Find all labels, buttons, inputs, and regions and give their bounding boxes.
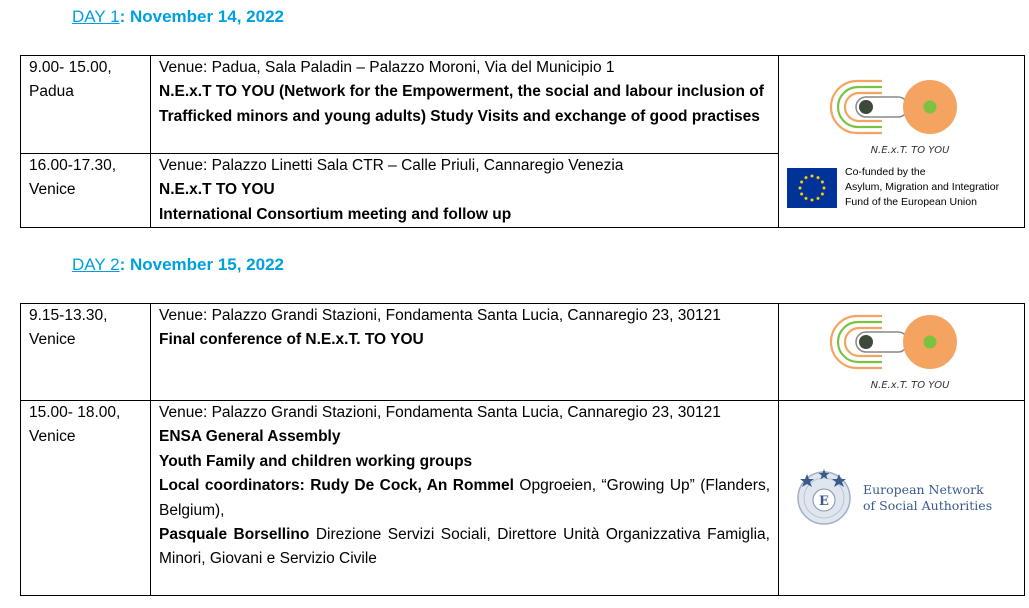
time-cell	[21, 154, 151, 228]
table-row	[21, 304, 1025, 401]
time-text: 9.00- 15.00,	[29, 59, 112, 76]
table-row	[21, 56, 1025, 154]
dark-dot-icon	[859, 335, 873, 349]
coordinators-label: Local coordinators: Rudy De Cock, An Rommel	[159, 477, 514, 495]
coordinators-org: Opgroeien, “Growing Up” (Flanders, Belgium),	[159, 477, 770, 519]
logo-cell	[779, 304, 1025, 401]
place-text: Venice	[29, 428, 76, 446]
venue-text: Venue: Palazzo Linetti Sala CTR – Calle Priuli, Cannaregio Venezia	[159, 157, 624, 174]
day2-label: DAY 2	[72, 255, 120, 274]
green-dot-icon	[923, 101, 936, 114]
day1-label: DAY 1	[72, 7, 120, 26]
day1-date: : November 14, 2022	[119, 7, 284, 26]
event-subtitle: International Consortium meeting and follow up	[159, 205, 512, 223]
eu-flag-icon	[787, 168, 837, 208]
place-text: Padua	[29, 83, 74, 101]
dark-dot-icon	[859, 100, 873, 114]
next-caption: N.E.x.T. TO YOU	[870, 145, 949, 157]
day1-table	[20, 55, 1025, 228]
person-text	[159, 523, 770, 572]
person-role: Direzione Servizi Sociali, Direttore Unità Organizzativa Famiglia, Minori, Giovani e Servizio Civile	[159, 526, 770, 568]
event-title: N.E.x.T TO YOU	[159, 181, 275, 199]
next-to-you-logo	[822, 73, 982, 161]
time-text: 15.00- 18.00,	[29, 404, 121, 421]
ensa-text	[863, 482, 992, 514]
green-dot-icon	[923, 336, 936, 349]
time-text: 16.00-17.30,	[29, 157, 117, 174]
venue-text: Venue: Palazzo Grandi Stazioni, Fondamenta Santa Lucia, Cannaregio 23, 30121	[159, 404, 721, 421]
day2-table	[20, 303, 1025, 596]
day1-heading	[72, 7, 284, 27]
venue-text: Venue: Padua, Sala Paladin – Palazzo Moroni, Via del Municipio 1	[159, 59, 615, 76]
details-cell	[151, 401, 779, 596]
venue-text: Venue: Palazzo Grandi Stazioni, Fondamenta Santa Lucia, Cannaregio 23, 30121	[159, 307, 721, 324]
ensa-logo	[793, 467, 1024, 529]
time-cell	[21, 401, 151, 596]
time-cell	[21, 56, 151, 154]
ensa-emblem-icon	[793, 467, 855, 529]
ensa-line2: of Social Authorities	[863, 498, 993, 513]
day2-heading	[72, 255, 284, 275]
time-text: 9.15-13.30,	[29, 307, 108, 324]
event-title: Final conference of N.E.x.T. TO YOU	[159, 331, 424, 349]
next-caption: N.E.x.T. TO YOU	[870, 380, 949, 391]
details-cell	[151, 56, 779, 154]
details-cell	[151, 154, 779, 228]
table-row	[21, 401, 1025, 596]
place-text: Venice	[29, 331, 76, 349]
eu-line1: Co-funded by the	[845, 166, 926, 179]
next-to-you-logo	[822, 308, 982, 396]
day2-date: : November 15, 2022	[119, 255, 284, 274]
ensa-line1: European Network	[863, 482, 984, 497]
event-title: N.E.x.T TO YOU (Network for the Empowerment, the social and labour inclusion of Trafficked minors and young adults) Study Visits and exchange of good practises	[159, 83, 764, 125]
event-title: ENSA General Assembly	[159, 428, 341, 446]
logo-cell	[779, 401, 1025, 596]
details-cell	[151, 304, 779, 401]
event-subtitle: Youth Family and children working groups	[159, 452, 473, 470]
person-name: Pasquale Borsellino	[159, 526, 310, 544]
time-cell	[21, 304, 151, 401]
coordinators-text	[159, 474, 770, 523]
eu-line3: Fund of the European Union	[845, 196, 977, 209]
logo-cell	[779, 56, 1025, 228]
eu-text	[845, 165, 999, 210]
ensa-letter: E	[819, 494, 829, 509]
eu-line2: Asylum, Migration and Integratior	[845, 181, 1000, 194]
eu-cofunded-logo	[787, 165, 1024, 210]
place-text: Venice	[29, 181, 76, 199]
